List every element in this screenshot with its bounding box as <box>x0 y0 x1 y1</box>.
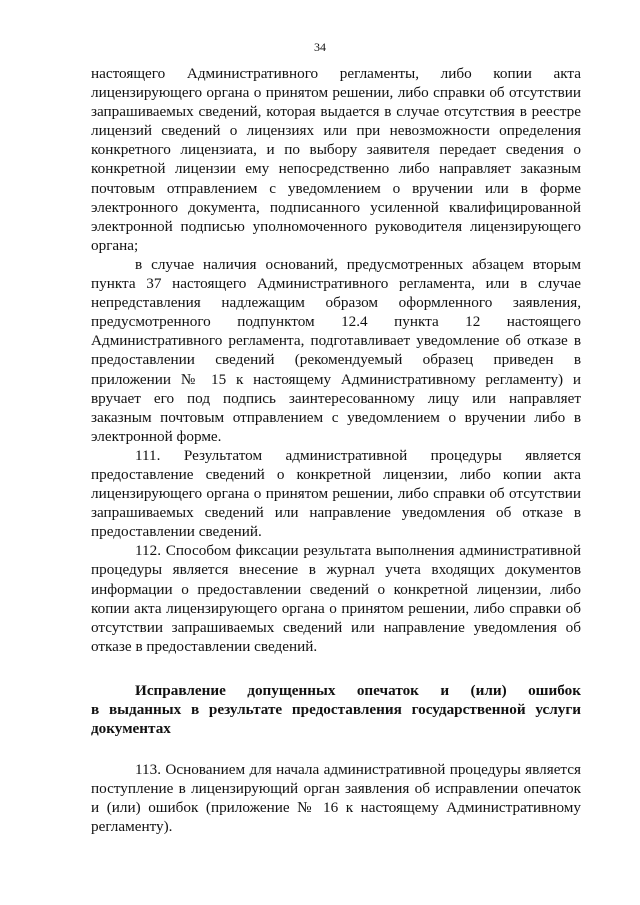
section-heading <box>91 681 581 738</box>
section-heading-rest: в выданных в результате предоставления государственной услуги документах <box>91 701 581 738</box>
page-number: 34 <box>314 40 326 54</box>
paragraph-111: 111. Результатом административной процедуры является предоставление сведений о конкретной лицензии, либо копии акта лицензирующего органа о принятом решении, либо справки об отсутствии запрашиваемых сведений или направление уведомления об отказе в предоставлении сведений. <box>91 446 581 541</box>
document-body <box>91 64 581 837</box>
paragraph-refusal: в случае наличия оснований, предусмотренных абзацем вторым пункта 37 настоящего Административного регламента, или в случае непредставления надлежащим образом оформленного заявления, предусмотренного подпунктом 12.4 пункта 12 настоящего Административного регламента, подготавливает уведомление об отказе в предоставлении сведений (рекомендуемый образец приведен в приложении № 15 к настоящему Административному регламенту) и вручает его под подпись заинтересованному лицу или направляет заказным почтовым отправлением с уведомлением о вручении либо в электронной форме. <box>91 255 581 445</box>
paragraph-113: 113. Основанием для начала административной процедуры является поступление в лицензирующий орган заявления об исправлении опечаток и (или) ошибок (приложение № 16 к настоящему Административному регламенту). <box>91 761 581 836</box>
paragraph-112: 112. Способом фиксации результата выполнения административной процедуры является внесение в журнал учета входящих документов информации о предоставлении сведений о конкретной лицензии, либо копии акта лицензирующего органа о принятом решении, либо справки об отсутствии запрашиваемых сведений или направление уведомления об отказе в предоставлении сведений. <box>91 542 581 655</box>
paragraph-continuation: настоящего Административного регламенты, либо копии акта лицензирующего органа о принятом решении, либо справки об отсутствии запрашиваемых сведений, которая выдается в случае отсутствия в реестре лицензий сведений о лицензиях или при невозможности определения конкретного лицензиата, и по выбору заявителя передает сведения о конкретной лицензии ему непосредственно либо направляет заказным почтовым отправлением с уведомлением о вручении или в форме электронного документа, подписанного усиленной квалифицированной электронной подписью уполномоченного руководителя лицензирующего органа; <box>91 65 581 254</box>
section-heading-line1: Исправление допущенных опечаток и (или) ошибок <box>135 681 581 699</box>
